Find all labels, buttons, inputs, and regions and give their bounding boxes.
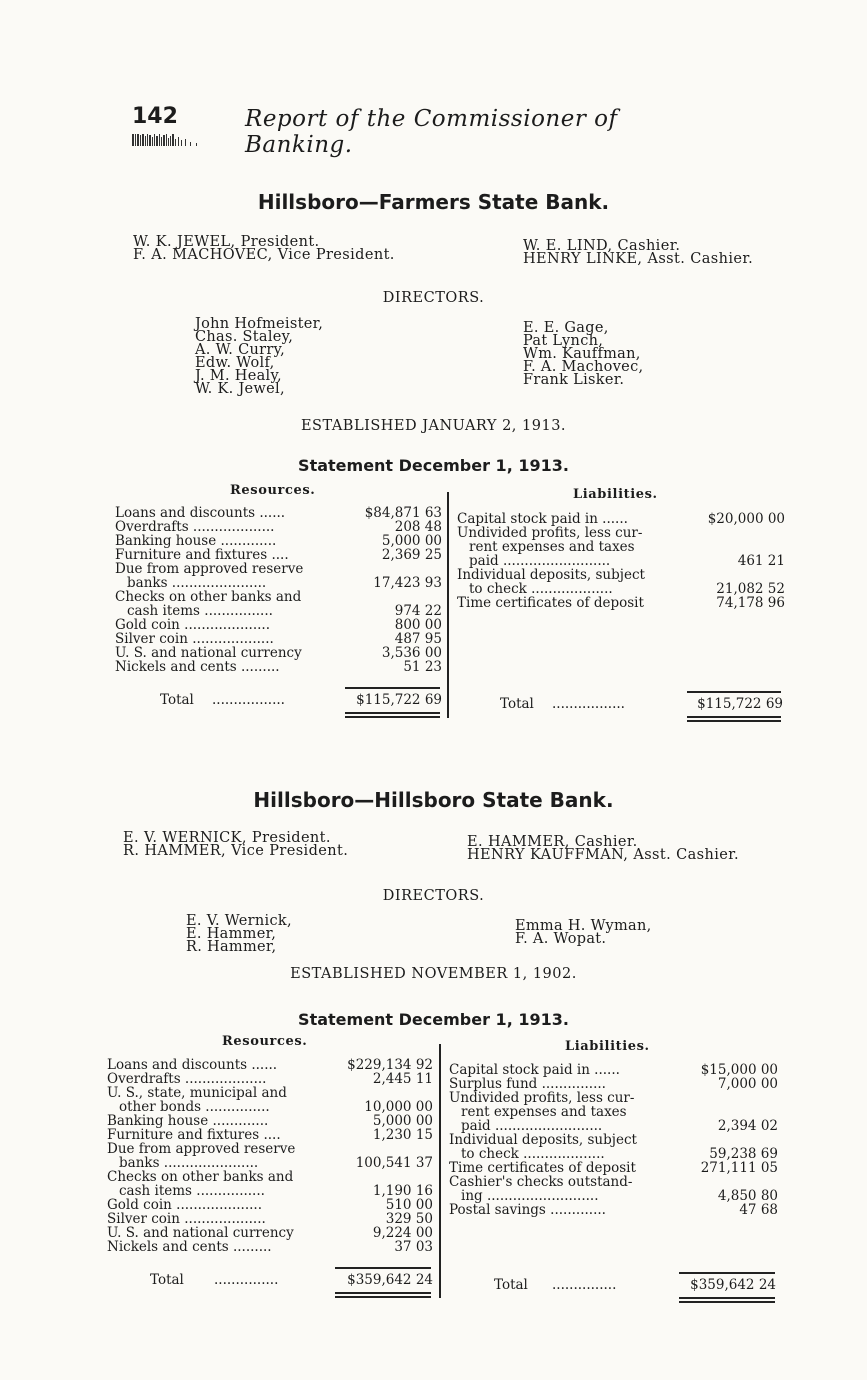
page-header [130, 104, 690, 158]
officers-right [467, 836, 739, 862]
officers-left [123, 832, 348, 858]
table-row: Cashier's checks outstand- [449, 1174, 633, 1190]
director: J. M. Healy, [195, 368, 282, 384]
table-row: Overdrafts ................... 208 48 [115, 519, 442, 535]
director: R. Hammer, [186, 939, 277, 955]
table-row: Loans and discounts ...... $84,871 63 [115, 505, 442, 521]
total-leader: ................. [212, 692, 285, 708]
officer: R. HAMMER, Vice President. [123, 843, 349, 859]
double-rule [335, 1296, 431, 1298]
table-row: cash items ................ 974 22 [127, 603, 442, 619]
table-row: U. S. and national currency 3,536 00 [115, 645, 442, 661]
bank-title: Hillsboro—Hillsboro State Bank. [253, 788, 614, 812]
established-date: ESTABLISHED NOVEMBER 1, 1902. [290, 966, 577, 982]
officer: W. E. LIND, Cashier. [523, 238, 681, 254]
statement-title: Statement December 1, 1913. [298, 1010, 569, 1029]
table-row: to check ................... 21,082 52 [469, 581, 785, 597]
table-row: Individual deposits, subject [449, 1132, 637, 1148]
director: E. V. Wernick, [186, 913, 292, 929]
table-row: Furniture and fixtures .... 1,230 15 [107, 1127, 433, 1143]
officer: W. K. JEWEL, President. [133, 234, 320, 250]
table-row: Silver coin ................... 329 50 [107, 1211, 433, 1227]
total-leader: ............... [214, 1272, 279, 1288]
table-row: ing .......................... 4,850 80 [461, 1188, 778, 1204]
double-rule [335, 1292, 431, 1294]
liabilities-heading: Liabilities. [573, 487, 658, 502]
double-rule [345, 716, 440, 718]
table-row: Capital stock paid in ...... $20,000 00 [457, 511, 785, 527]
total-label: Total [494, 1277, 528, 1293]
directors-left [186, 915, 292, 954]
officer: F. A. MACHOVEC, Vice President. [133, 247, 395, 263]
total-label: Total [160, 692, 194, 708]
director: John Hofmeister, [195, 316, 324, 332]
resources-heading: Resources. [230, 483, 316, 498]
table-row: other bonds ............... 10,000 00 [119, 1099, 433, 1115]
table-row: Nickels and cents ......... 51 23 [115, 659, 442, 675]
resources-table [115, 506, 442, 674]
table-row: to check ................... 59,238 69 [461, 1146, 778, 1162]
table-row: Banking house ............. 5,000 00 [107, 1113, 433, 1129]
director: Wm. Kauffman, [523, 346, 641, 362]
total-label: Total [150, 1272, 184, 1288]
director: W. K. Jewel, [195, 381, 285, 397]
column-divider [447, 492, 449, 718]
liabilities-total: $359,642 24 [690, 1277, 776, 1293]
directors-right [523, 322, 643, 387]
table-row: Postal savings ............. 47 68 [449, 1202, 778, 1218]
resources-heading: Resources. [222, 1034, 308, 1049]
table-row: Loans and discounts ...... $229,134 92 [107, 1057, 433, 1073]
director: F. A. Wopat. [515, 931, 607, 947]
director: E. E. Gage, [523, 320, 609, 336]
resources-total: $359,642 24 [347, 1272, 433, 1288]
table-row: Silver coin ................... 487 95 [115, 631, 442, 647]
sum-rule [679, 1272, 775, 1274]
total-leader: ............... [552, 1277, 617, 1293]
table-row: U. S. and national currency 9,224 00 [107, 1225, 433, 1241]
resources-table [107, 1058, 433, 1254]
table-row: rent expenses and taxes [469, 539, 635, 555]
table-row: Overdrafts ................... 2,445 11 [107, 1071, 433, 1087]
bank-title: Hillsboro—Farmers State Bank. [257, 190, 610, 214]
double-rule [679, 1297, 775, 1299]
director: Chas. Staley, [195, 329, 294, 345]
officer: E. HAMMER, Cashier. [467, 834, 638, 850]
table-row: Time certificates of deposit 74,178 96 [457, 595, 785, 611]
column-divider [439, 1044, 441, 1298]
table-row: Individual deposits, subject [457, 567, 645, 583]
double-rule [687, 720, 781, 722]
table-row: Checks on other banks and [107, 1169, 294, 1185]
table-row: Banking house ............. 5,000 00 [115, 533, 442, 549]
officers-right [523, 240, 753, 266]
director: Emma H. Wyman, [515, 918, 652, 934]
table-row: cash items ................ 1,190 16 [119, 1183, 433, 1199]
table-row: Gold coin .................... 800 00 [115, 617, 442, 633]
liabilities-total: $115,722 69 [697, 696, 783, 712]
table-row: banks ...................... 17,423 93 [127, 575, 442, 591]
director: Frank Lisker. [523, 372, 625, 388]
table-row: Undivided profits, less cur- [449, 1090, 635, 1106]
double-rule [687, 716, 781, 718]
table-row: Gold coin .................... 510 00 [107, 1197, 433, 1213]
liabilities-table [449, 1063, 778, 1217]
table-row: Nickels and cents ......... 37 03 [107, 1239, 433, 1255]
library-barcode-icon [132, 134, 242, 146]
officer: E. V. WERNICK, President. [123, 830, 331, 846]
table-row: banks ...................... 100,541 37 [119, 1155, 433, 1171]
table-row: paid ......................... 461 21 [469, 553, 785, 569]
table-row: Checks on other banks and [115, 589, 302, 605]
table-row: Undivided profits, less cur- [457, 525, 643, 541]
table-row: rent expenses and taxes [461, 1104, 627, 1120]
officer: HENRY LINKE, Asst. Cashier. [523, 251, 754, 267]
table-row: paid ......................... 2,394 02 [461, 1118, 778, 1134]
officers-left [133, 236, 395, 262]
sum-rule [345, 687, 440, 689]
total-leader: ................. [552, 696, 625, 712]
table-row: Furniture and fixtures .... 2,369 25 [115, 547, 442, 563]
director: A. W. Curry, [195, 342, 286, 358]
director: Edw. Wolf, [195, 355, 275, 371]
directors-heading: DIRECTORS. [382, 888, 485, 904]
running-title: Report of the Commissioner of Banking. [245, 106, 618, 158]
sum-rule [335, 1267, 431, 1269]
table-row: Surplus fund ............... 7,000 00 [449, 1076, 778, 1092]
table-row: U. S., state, municipal and [107, 1085, 287, 1101]
director: Pat Lynch, [523, 333, 604, 349]
directors-heading: DIRECTORS. [382, 290, 485, 306]
page-number: 142 [132, 104, 178, 129]
table-row: Due from approved reserve [115, 561, 304, 577]
directors-right [515, 920, 652, 946]
liabilities-table [457, 512, 785, 610]
directors-left [195, 318, 323, 396]
double-rule [345, 712, 440, 714]
director: E. Hammer, [186, 926, 277, 942]
table-row: Due from approved reserve [107, 1141, 296, 1157]
statement-title: Statement December 1, 1913. [298, 456, 569, 475]
liabilities-heading: Liabilities. [565, 1039, 650, 1054]
table-row: Capital stock paid in ...... $15,000 00 [449, 1062, 778, 1078]
table-row: Time certificates of deposit 271,111 05 [449, 1160, 778, 1176]
sum-rule [687, 691, 781, 693]
officer: HENRY KAUFFMAN, Asst. Cashier. [467, 847, 740, 863]
resources-total: $115,722 69 [356, 692, 442, 708]
total-label: Total [500, 696, 534, 712]
double-rule [679, 1301, 775, 1303]
director: F. A. Machovec, [523, 359, 644, 375]
established-date: ESTABLISHED JANUARY 2, 1913. [300, 418, 567, 434]
